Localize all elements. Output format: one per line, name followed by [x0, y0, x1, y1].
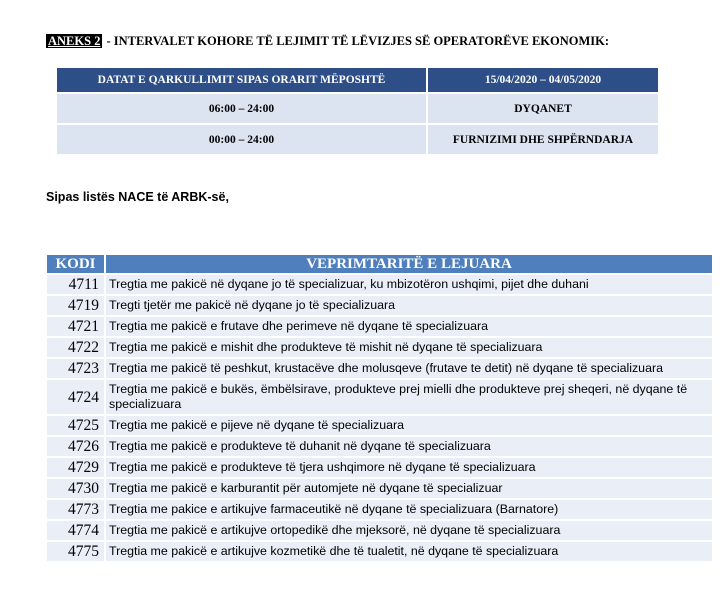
activity-code: 4711 [47, 274, 105, 295]
schedule-table [55, 66, 660, 156]
table-row [47, 379, 712, 415]
schedule-row [56, 124, 659, 155]
activity-code: 4719 [47, 295, 105, 316]
annex-tag: ANEKS 2 [48, 34, 101, 48]
code-column-header: KODI [47, 255, 105, 274]
activities-column-header: VEPRIMTARITË E LEJUARA [105, 255, 712, 274]
schedule-category: DYQANET [427, 93, 659, 124]
activity-description: Tregti tjetër me pakicë në dyqane jo të specializuara [105, 295, 712, 316]
table-row [47, 295, 712, 316]
activity-code: 4721 [47, 316, 105, 337]
annex-title: - INTERVALET KOHORE TË LEJIMIT TË LËVIZJES SË OPERATORËVE EKONOMIK: [106, 34, 610, 48]
activity-code: 4773 [47, 499, 105, 520]
schedule-header-left: DATAT E QARKULLIMIT SIPAS ORARIT MËPOSHTË [56, 67, 427, 93]
schedule-header-right: 15/04/2020 – 04/05/2020 [427, 67, 659, 93]
schedule-time: 06:00 – 24:00 [56, 93, 427, 124]
table-row [47, 457, 712, 478]
annex-heading [46, 34, 609, 49]
table-row [47, 274, 712, 295]
activity-code: 4726 [47, 436, 105, 457]
activity-code: 4775 [47, 541, 105, 561]
table-row [47, 478, 712, 499]
activity-code: 4729 [47, 457, 105, 478]
activity-description: Tregtia me pakicë e bukës, ëmbëlsirave, produkteve prej mielli dhe produkteve prej sheqeri, në dyqane të specializuara [105, 379, 712, 415]
activity-code: 4725 [47, 415, 105, 436]
schedule-category: FURNIZIMI DHE SHPËRNDARJA [427, 124, 659, 155]
activity-description: Tregtia me pakicë e artikujve kozmetikë dhe të tualetit, në dyqane të specializuara [105, 541, 712, 561]
table-row [47, 541, 712, 561]
activity-description: Tregtia me pakicë e produkteve të duhanit në dyqane të specializuara [105, 436, 712, 457]
activity-code: 4723 [47, 358, 105, 379]
activities-body [47, 274, 712, 561]
activities-header-row [47, 255, 712, 274]
activities-table [47, 255, 712, 561]
table-row [47, 358, 712, 379]
table-row [47, 520, 712, 541]
activity-code: 4774 [47, 520, 105, 541]
schedule-row [56, 93, 659, 124]
activity-description: Tregtia me pakicë e pijeve në dyqane të specializuara [105, 415, 712, 436]
activity-code: 4722 [47, 337, 105, 358]
activity-description: Tregtia me pakice e artikujve farmaceutikë në dyqane të specializuara (Barnatore) [105, 499, 712, 520]
activity-code: 4730 [47, 478, 105, 499]
activity-description: Tregtia me pakicë e karburantit për automjete në dyqane të specializuar [105, 478, 712, 499]
nace-note: Sipas listës NACE të ARBK-së, [46, 190, 229, 204]
table-row [47, 337, 712, 358]
activity-code: 4724 [47, 379, 105, 415]
table-row [47, 316, 712, 337]
table-row [47, 499, 712, 520]
activity-description: Tregtia me pakicë në dyqane jo të specializuar, ku mbizotëron ushqimi, pijet dhe duhani [105, 274, 712, 295]
table-row [47, 436, 712, 457]
activity-description: Tregtia me pakicë të peshkut, krustacëve dhe molusqeve (frutave te detit) në dyqane të specializuara [105, 358, 712, 379]
activity-description: Tregtia me pakicë e frutave dhe perimeve në dyqane të specializuara [105, 316, 712, 337]
activity-description: Tregtia me pakicë e produkteve të tjera ushqimore në dyqane të specializuara [105, 457, 712, 478]
schedule-time: 00:00 – 24:00 [56, 124, 427, 155]
activity-description: Tregtia me pakicë e artikujve ortopedikë dhe mjeksorë, në dyqane të specializuara [105, 520, 712, 541]
table-row [47, 415, 712, 436]
schedule-header-row [56, 67, 659, 93]
activity-description: Tregtia me pakicë e mishit dhe produkteve të mishit në dyqane të specializuara [105, 337, 712, 358]
